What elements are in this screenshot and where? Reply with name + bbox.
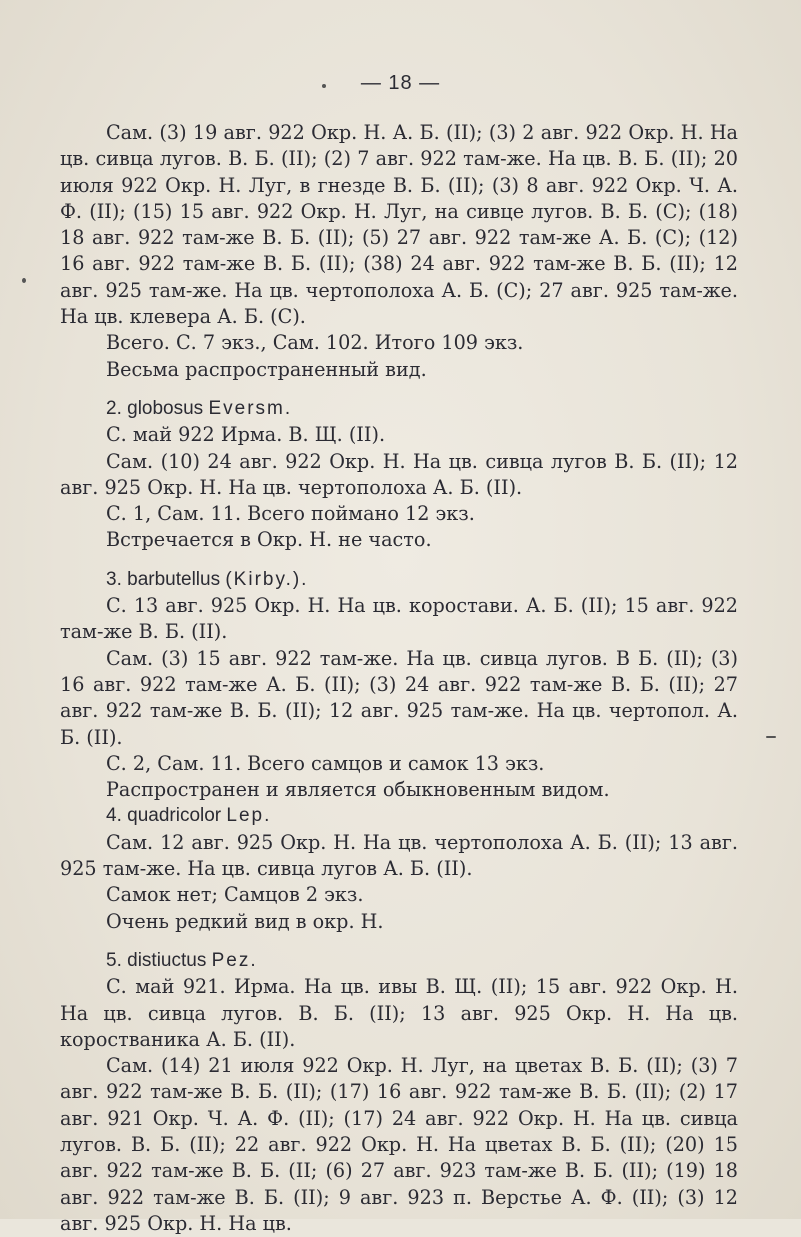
paragraph: Очень редкий вид в окр. Н.: [106, 909, 384, 933]
species-name: 5. distiuctus: [106, 949, 207, 971]
paragraph: Сам. (3) 15 авг. 922 там-же. На цв. сивца лугов. В Б. (II); (3) 16 авг. 922 там-же А. Б. (II); (3) 24 авг. 922 там-же В. Б. (II); 27 авг. 922 там-же В. Б. (II); 12 авг. 925 там-же. На цв. чертопол. А. Б. (II).: [60, 646, 738, 749]
scan-speck: [766, 736, 776, 738]
paragraph: Сам. 12 авг. 925 Окр. Н. На цв. чертополоха А. Б. (II); 13 авг. 925 там-же. На цв. сивца лугов А. Б. (II).: [60, 830, 738, 881]
species-name: 4. quadricolor: [106, 805, 222, 827]
species-heading: [60, 396, 738, 422]
paragraph: С. май 922 Ирма. В. Щ. (II).: [106, 423, 386, 447]
paragraph: Встречается в Окр. Н. не часто.: [106, 528, 432, 552]
paragraph: С. 2, Сам. 11. Всего самцов и самок 13 экз.: [106, 751, 545, 775]
species-heading: [60, 803, 738, 829]
paragraph: С. 1, Сам. 11. Всего поймано 12 экз.: [106, 502, 475, 526]
species-name: 3. barbutellus: [106, 568, 221, 590]
species-heading: [60, 567, 738, 593]
species-heading: [60, 948, 738, 974]
scan-speck: [322, 84, 326, 88]
paragraph: Сам. (3) 19 авг. 922 Окр. Н. А. Б. (II); (3) 2 авг. 922 Окр. Н. На цв. сивца лугов. В. Б. (II); (2) 7 авг. 922 там-же. На цв. В. Б. (II); 20 июля 922 Окр. Н. Луг, в гнезде В. Б. (II); (3) 8 авг. 922 Окр. Ч. А. Ф. (II); (15) 15 авг. 922 Окр. Н. Луг, на сивце лугов. В. Б. (С); (18) 18 авг. 922 там-же В. Б. (II); (5) 27 авг. 922 там-же А. Б. (С); (12) 16 авг. 922 там-же В. Б. (II); (38) 24 авг. 922 там-же В. Б. (II); 12 авг. 925 там-же. На цв. чертополоха А. Б. (С); 27 авг. 925 там-же. На цв. клевера А. Б. (С).: [60, 121, 738, 329]
scan-speck: [22, 278, 26, 283]
paragraph: Самок нет; Самцов 2 экз.: [106, 883, 364, 907]
species-author: Eversm.: [208, 397, 293, 419]
paragraph: С. май 921. Ирма. На цв. ивы В. Щ. (II); 15 авг. 922 Окр. Н. На цв. сивца лугов. В. Б. (II); 13 авг. 925 Окр. Н. На цв. коростваника А. Б. (II).: [60, 975, 738, 1051]
page-number: — 18 —: [360, 72, 441, 94]
species-author: (Kirby.).: [225, 568, 309, 590]
paragraph: Всего. С. 7 экз., Сам. 102. Итого 109 экз.: [106, 331, 524, 355]
paragraph: Весьма распространенный вид.: [106, 357, 427, 381]
paragraph: Распространен и является обыкновенным видом.: [106, 778, 610, 802]
page-body: [60, 120, 738, 1237]
paragraph: Сам. (10) 24 авг. 922 Окр. Н. На цв. сивца лугов В. Б. (II); 12 авг. 925 Окр. Н. На цв. чертополоха А. Б. (II).: [60, 449, 738, 499]
species-name: 2. globosus: [106, 397, 204, 419]
paragraph: Сам. (14) 21 июля 922 Окр. Н. Луг, на цветах В. Б. (II); (3) 7 авг. 922 там-же В. Б. (II); (17) 16 авг. 922 там-же В. Б. (II); (2) 17 авг. 921 Окр. Ч. А. Ф. (II); (17) 24 авг. 922 Окр. Н. На цв. сивца лугов. В. Б. (II); 22 авг. 922 Окр. Н. На цветах В. Б. (II); (20) 15 авг. 922 там-же В. Б. (II; (6) 27 авг. 923 там-же В. Б. (II); (19) 18 авг. 922 там-же В. Б. (II); 9 авг. 923 п. Верстье А. Ф. (II); (3) 12 авг. 925 Окр. Н. На цв.: [60, 1054, 738, 1235]
species-author: Lep.: [226, 805, 272, 827]
paragraph: С. 13 авг. 925 Окр. Н. На цв. коростави. А. Б. (II); 15 авг. 922 там-же В. Б. (II).: [60, 594, 738, 644]
species-author: Pez.: [211, 949, 258, 971]
